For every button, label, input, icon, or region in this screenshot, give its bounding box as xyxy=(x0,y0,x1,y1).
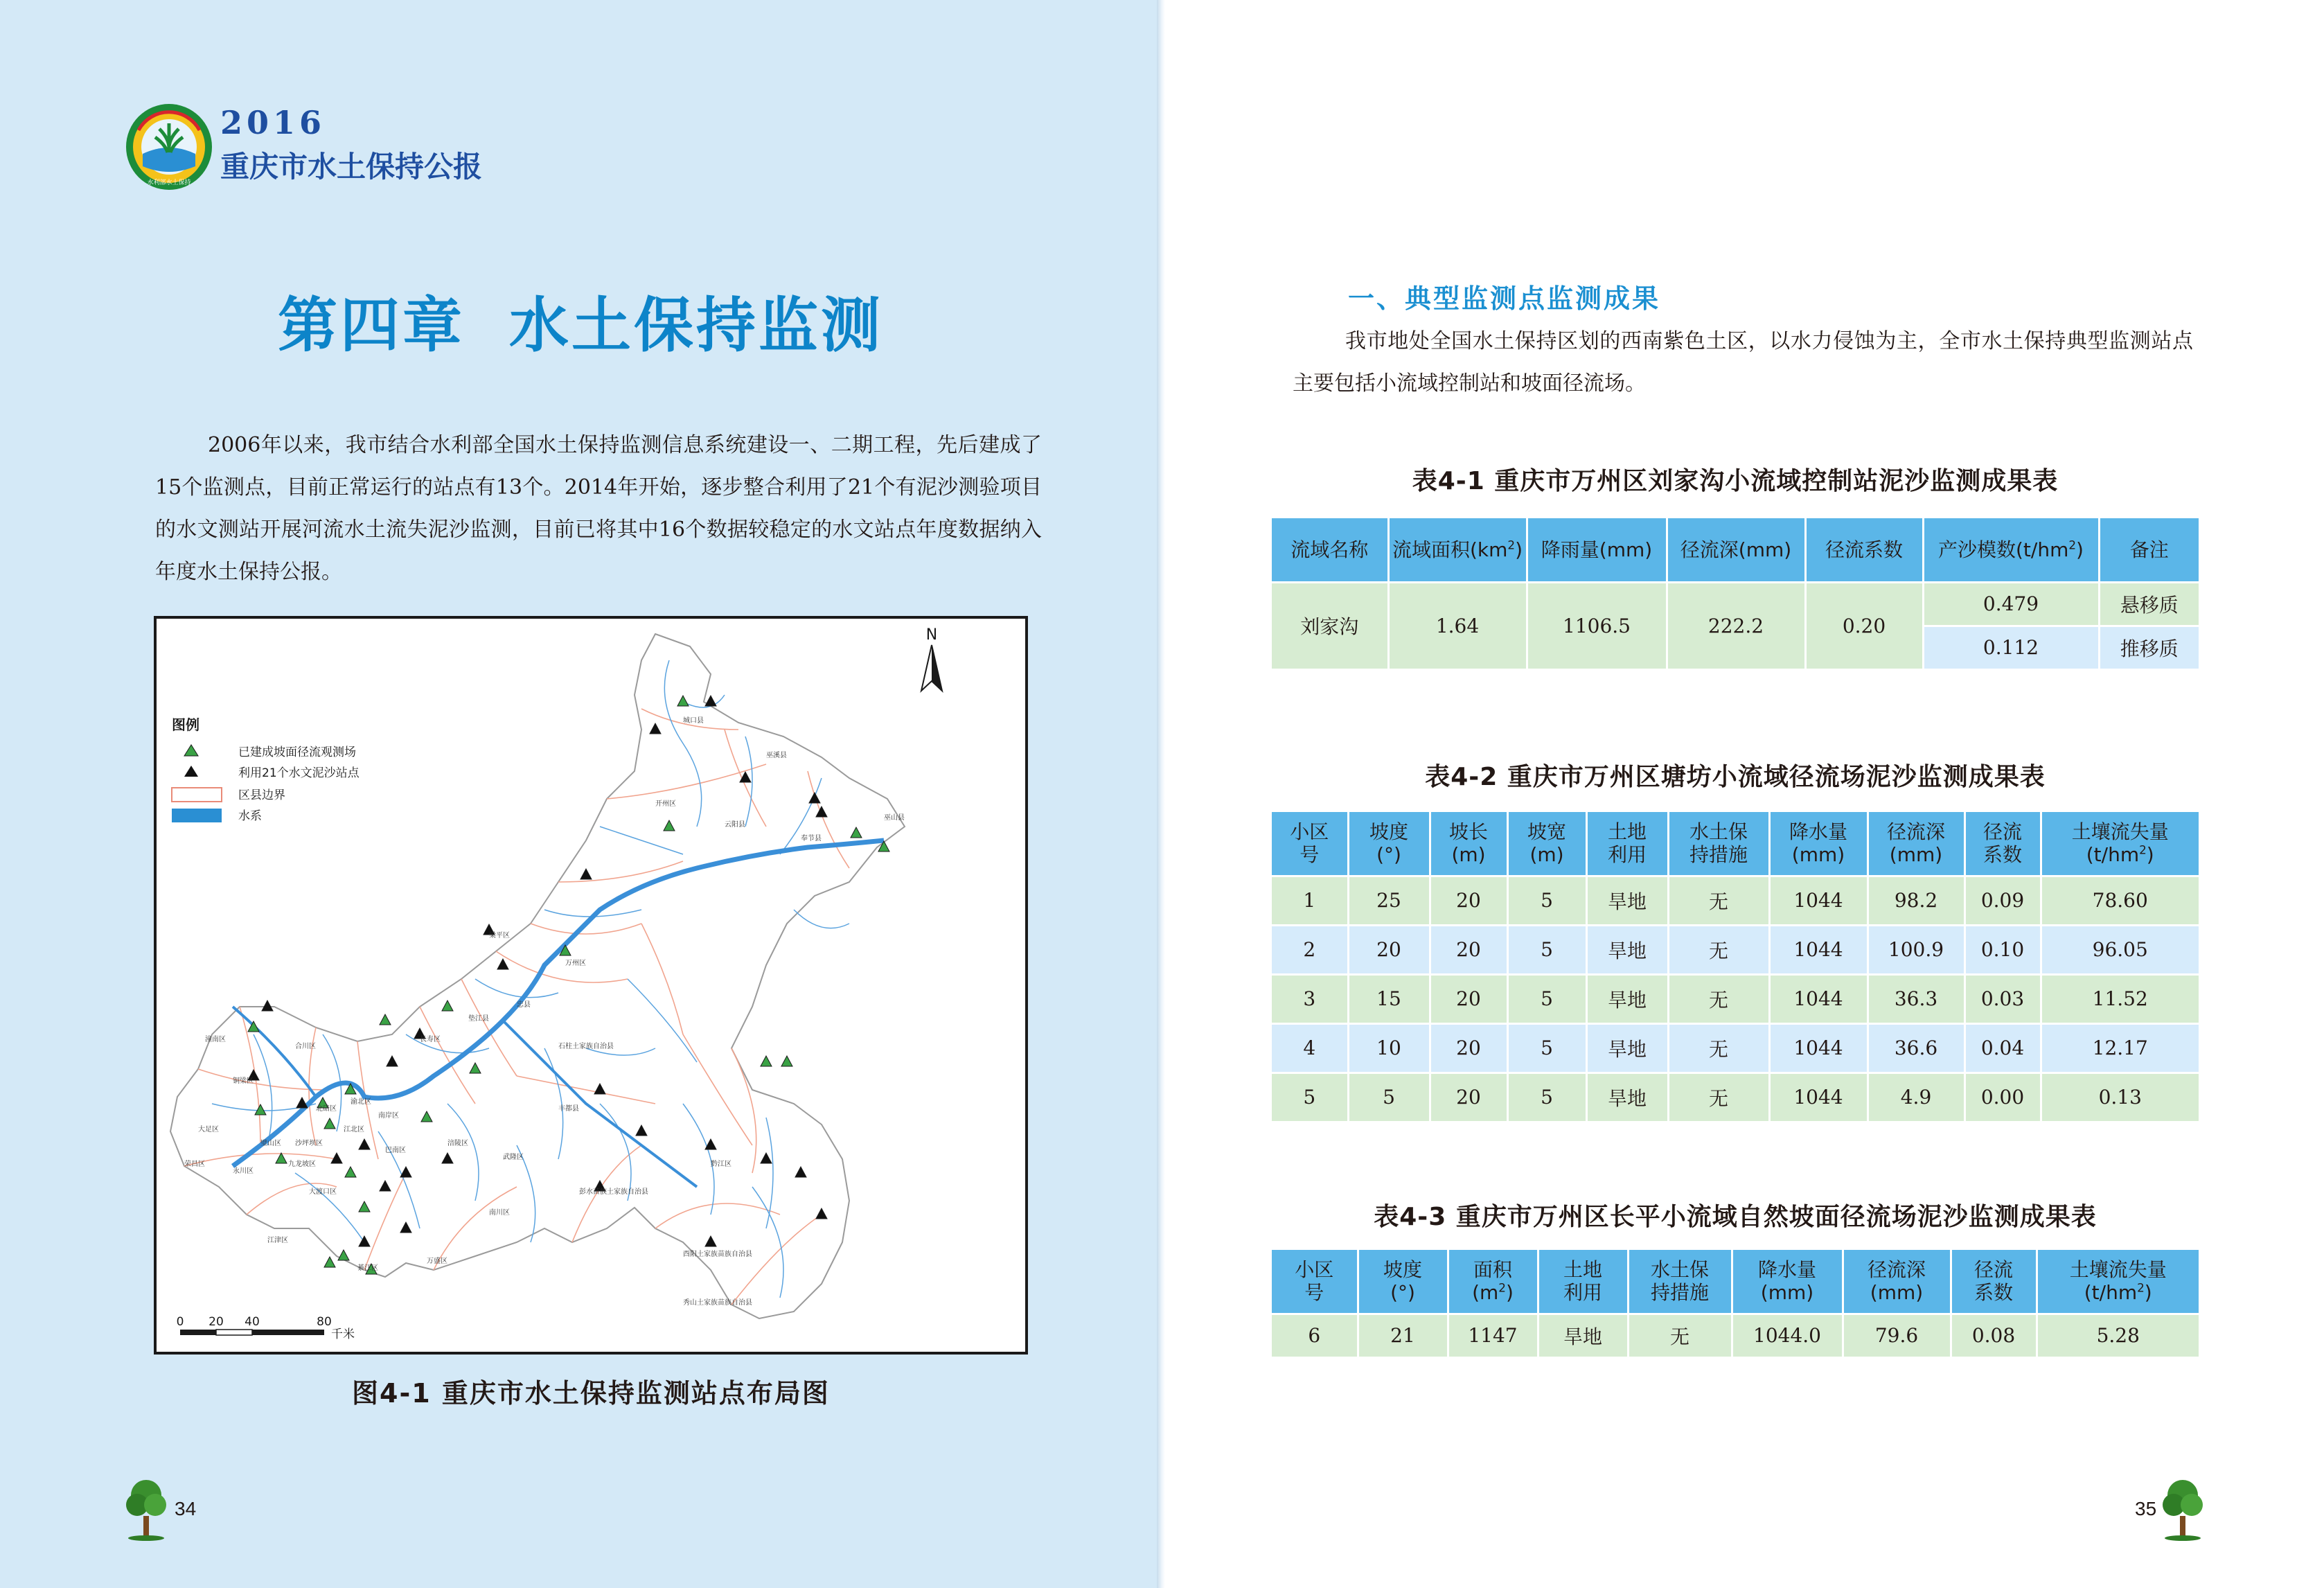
runoff-plot-marker-icon xyxy=(761,1056,772,1066)
place-label: 垫江县 xyxy=(468,1015,489,1023)
legend-title: 图例 xyxy=(172,716,199,733)
cell-conservation-measure: 无 xyxy=(1668,876,1769,925)
chapter-intro-paragraph: 2006年以来，我市结合水利部全国水土保持监测信息系统建设一、二期工程，先后建成了15个监测点，目前正常运行的站点有13个。2014年开始，逐步整合利用了21个有泥沙测验项目的水文测站开展河流水土流失泥沙监测，目前已将其中16个数据较稳定的水文站点年度数据纳入年度水土保持公报。 xyxy=(155,433,1042,584)
cell-plot-no: 2 xyxy=(1272,925,1348,974)
book-spine xyxy=(1157,0,1165,1588)
place-label: 梁平区 xyxy=(489,932,510,939)
cell-plot-no: 5 xyxy=(1272,1073,1348,1122)
place-label: 南川区 xyxy=(489,1209,510,1217)
col-runoff-coefficient: 径流 系数 xyxy=(1951,1250,2037,1314)
cell-precipitation: 1044 xyxy=(1769,1023,1868,1073)
place-label: 大足区 xyxy=(198,1126,219,1133)
place-label: 铜梁区 xyxy=(233,1077,254,1085)
table-4-3-title: 表4-3 重庆市万州区长平小流域自然坡面径流场泥沙监测成果表 xyxy=(1374,1203,2097,1231)
cell-runoff-depth: 36.6 xyxy=(1868,1023,1964,1073)
cell-slope-length: 20 xyxy=(1430,876,1507,925)
place-label: 石柱土家族自治县 xyxy=(558,1043,614,1050)
cell-conservation-measure: 无 xyxy=(1668,1023,1769,1073)
col-slope: 坡度 (°) xyxy=(1358,1250,1448,1314)
cell-soil-loss: 11.52 xyxy=(2041,974,2199,1023)
place-label: 奉节县 xyxy=(801,835,822,842)
cell-suspended-yield: 0.479 xyxy=(1923,582,2099,626)
north-arrow-icon xyxy=(921,626,942,691)
cell-plot-no: 6 xyxy=(1272,1314,1358,1357)
cell-runoff-coefficient: 0.09 xyxy=(1964,876,2041,925)
cell-slope: 5 xyxy=(1348,1073,1430,1122)
col-plot-no: 小区 号 xyxy=(1272,1250,1358,1314)
place-label: 合川区 xyxy=(295,1043,316,1050)
chapter-name: 水土保持监测 xyxy=(509,290,883,360)
header-title: 重庆市水土保持公报 xyxy=(220,150,483,184)
north-label: N xyxy=(925,626,938,644)
place-label: 九龙坡区 xyxy=(288,1161,316,1168)
scale-tick-40: 40 xyxy=(245,1315,260,1329)
cell-slope: 20 xyxy=(1348,925,1430,974)
place-label: 綦江区 xyxy=(357,1264,378,1272)
cell-runoff-depth: 79.6 xyxy=(1843,1314,1951,1357)
cell-precipitation: 1044.0 xyxy=(1732,1314,1843,1357)
cell-plot-no: 1 xyxy=(1272,876,1348,925)
cell-slope-width: 5 xyxy=(1507,925,1586,974)
table-row xyxy=(1272,1023,2199,1073)
page-number-right: 35 xyxy=(2135,1498,2157,1519)
cell-conservation-measure: 无 xyxy=(1668,1073,1769,1122)
col-slope-length: 坡长 (m) xyxy=(1430,812,1507,876)
table-4-1-title: 表4-1 重庆市万州区刘家沟小流域控制站泥沙监测成果表 xyxy=(1412,467,2059,495)
place-label: 丰都县 xyxy=(558,1105,579,1113)
col-runoff-depth: 径流深 (mm) xyxy=(1868,812,1964,876)
place-label: 璧山区 xyxy=(260,1140,281,1147)
place-label: 长寿区 xyxy=(420,1036,441,1043)
table-header-row xyxy=(1272,518,2199,582)
place-label: 城口县 xyxy=(683,717,704,725)
col-precipitation: 降水量 (mm) xyxy=(1769,812,1868,876)
place-label: 开州区 xyxy=(655,800,676,808)
place-label: 万州区 xyxy=(565,960,586,967)
place-label: 北碚区 xyxy=(316,1105,337,1113)
table-header-row xyxy=(1272,1250,2199,1314)
cell-runoff-coefficient: 0.10 xyxy=(1964,925,2041,974)
place-label: 南岸区 xyxy=(378,1112,399,1120)
section-heading: 一、典型监测点监测成果 xyxy=(1348,283,1661,314)
cell-precipitation: 1044 xyxy=(1769,1073,1868,1122)
table-row xyxy=(1272,876,2199,925)
cell-slope: 21 xyxy=(1358,1314,1448,1357)
map-canvas xyxy=(157,619,1025,1352)
place-label: 秀山土家族苗族自治县 xyxy=(683,1299,752,1307)
place-label: 忠县 xyxy=(517,1001,531,1009)
map-legend xyxy=(172,716,360,823)
cell-runoff-coefficient: 0.00 xyxy=(1964,1073,2041,1122)
scale-tick-0: 0 xyxy=(176,1315,184,1329)
cell-slope-length: 20 xyxy=(1430,1073,1507,1122)
cell-soil-loss: 78.60 xyxy=(2041,876,2199,925)
runoff-plot-marker-icon xyxy=(380,1014,391,1025)
cell-precipitation: 1044 xyxy=(1769,876,1868,925)
col-soil-loss: 土壤流失量 $(t/hm^2)$ xyxy=(2037,1250,2199,1314)
table-header-row xyxy=(1272,812,2199,876)
col-area: 面积 $(m^2)$ xyxy=(1448,1250,1538,1314)
cell-slope-length: 20 xyxy=(1430,974,1507,1023)
col-rainfall: 降雨量(mm) xyxy=(1527,518,1667,582)
place-label: 云阳县 xyxy=(725,821,745,829)
col-slope-width: 坡宽 (m) xyxy=(1507,812,1586,876)
table-4-1 xyxy=(1272,518,2199,671)
table-row xyxy=(1272,1073,2199,1122)
cell-plot-no: 4 xyxy=(1272,1023,1348,1073)
place-label: 彭水苗族土家族自治县 xyxy=(579,1188,648,1196)
col-basin-name: 流域名称 xyxy=(1272,518,1388,582)
col-conservation-measure: 水土保 持措施 xyxy=(1628,1250,1732,1314)
cell-conservation-measure: 无 xyxy=(1668,925,1769,974)
cell-rainfall: 1106.5 xyxy=(1527,582,1667,669)
cell-land-use: 旱地 xyxy=(1586,876,1668,925)
logo-text: 水利部水土保持 xyxy=(147,179,191,186)
col-runoff-depth: 径流深 (mm) xyxy=(1843,1250,1951,1314)
cell-land-use: 旱地 xyxy=(1586,1073,1668,1122)
hydro-station-marker-icon xyxy=(262,1000,273,1011)
table-row xyxy=(1272,1314,2199,1357)
cell-land-use: 旱地 xyxy=(1586,974,1668,1023)
cell-slope: 10 xyxy=(1348,1023,1430,1073)
cell-runoff-depth: 100.9 xyxy=(1868,925,1964,974)
place-label: 涪陵区 xyxy=(447,1140,468,1147)
place-label: 巫山县 xyxy=(884,814,905,822)
monitoring-station-map xyxy=(154,616,1028,1355)
place-label: 江津区 xyxy=(267,1237,288,1244)
col-conservation-measure: 水土保 持措施 xyxy=(1668,812,1769,876)
place-label: 大渡口区 xyxy=(309,1188,337,1196)
place-label: 江北区 xyxy=(344,1126,364,1133)
cell-land-use: 旱地 xyxy=(1538,1314,1628,1357)
runoff-plot-marker-icon xyxy=(324,1257,335,1267)
col-land-use: 土地 利用 xyxy=(1538,1250,1628,1314)
place-label: 巴南区 xyxy=(385,1147,406,1154)
cell-slope: 25 xyxy=(1348,876,1430,925)
legend-county-border: 区县边界 xyxy=(238,788,285,802)
header-year: 2016 xyxy=(220,104,326,141)
place-label: 武隆区 xyxy=(503,1154,524,1161)
water-swatch xyxy=(172,809,222,822)
cell-runoff-coefficient: 0.08 xyxy=(1951,1314,2037,1357)
tree-icon xyxy=(2161,1477,2204,1541)
col-runoff-coefficient: 径流 系数 xyxy=(1964,812,2041,876)
place-label: 沙坪坝区 xyxy=(295,1140,323,1147)
place-label: 永川区 xyxy=(233,1167,254,1175)
col-soil-loss: 土壤流失量 $(t/hm^2)$ xyxy=(2041,812,2199,876)
cell-basin-name: 刘家沟 xyxy=(1272,582,1388,669)
cell-slope-length: 20 xyxy=(1430,1023,1507,1073)
place-label: 渝北区 xyxy=(351,1098,371,1106)
section-paragraph: 我市地处全国水土保持区划的西南紫色土区，以水力侵蚀为主，全市水土保持典型监测站点主要包括小流域控制站和坡面径流场。 xyxy=(1293,329,2193,396)
table-4-3 xyxy=(1272,1250,2199,1359)
scale-tick-20: 20 xyxy=(209,1315,224,1329)
cell-slope: 15 xyxy=(1348,974,1430,1023)
cell-basin-area: 1.64 xyxy=(1388,582,1527,669)
cell-plot-no: 3 xyxy=(1272,974,1348,1023)
cell-slope-width: 5 xyxy=(1507,1073,1586,1122)
cell-soil-loss: 12.17 xyxy=(2041,1023,2199,1073)
cell-runoff-coefficient: 0.04 xyxy=(1964,1023,2041,1073)
soil-conservation-logo-icon xyxy=(125,103,213,191)
cell-slope-width: 5 xyxy=(1507,876,1586,925)
place-label: 酉阳土家族苗族自治县 xyxy=(683,1251,752,1258)
legend-water: 水系 xyxy=(238,809,262,823)
table-row xyxy=(1272,974,2199,1023)
scale-unit: 千米 xyxy=(331,1327,355,1341)
cell-suspended-note: 悬移质 xyxy=(2099,582,2199,626)
cell-slope-width: 5 xyxy=(1507,974,1586,1023)
county-border-swatch xyxy=(172,788,222,802)
cell-bedload-yield: 0.112 xyxy=(1923,626,2099,669)
col-note: 备注 xyxy=(2099,518,2199,582)
col-plot-no: 小区 号 xyxy=(1272,812,1348,876)
cell-slope-length: 20 xyxy=(1430,925,1507,974)
col-runoff-depth: 径流深(mm) xyxy=(1667,518,1805,582)
col-slope: 坡度 (°) xyxy=(1348,812,1430,876)
legend-runoff-plots: 已建成坡面径流观测场 xyxy=(238,746,356,759)
runoff-plot-marker-icon xyxy=(781,1056,792,1066)
col-basin-area: 流域面积$(km^2)$ xyxy=(1388,518,1527,582)
place-label: 荣昌区 xyxy=(184,1161,205,1168)
col-sediment-yield: 产沙模数$(t/hm^2)$ xyxy=(1923,518,2099,582)
cell-area: 1147 xyxy=(1448,1314,1538,1357)
cell-conservation-measure: 无 xyxy=(1668,974,1769,1023)
cell-soil-loss: 96.05 xyxy=(2041,925,2199,974)
chapter-number: 第四章 xyxy=(278,290,465,360)
table-4-2-title: 表4-2 重庆市万州区塘坊小流域径流场泥沙监测成果表 xyxy=(1425,763,2046,791)
cell-runoff-coefficient: 0.03 xyxy=(1964,974,2041,1023)
table-row xyxy=(1272,582,2199,626)
cell-precipitation: 1044 xyxy=(1769,974,1868,1023)
place-label: 潼南区 xyxy=(205,1036,226,1043)
scale-bar xyxy=(177,1315,355,1341)
place-label: 黔江区 xyxy=(711,1161,731,1168)
cell-runoff-depth: 4.9 xyxy=(1868,1073,1964,1122)
chapter-title xyxy=(0,277,1161,363)
cell-runoff-depth: 222.2 xyxy=(1667,582,1805,669)
cell-runoff-depth: 98.2 xyxy=(1868,876,1964,925)
scale-tick-80: 80 xyxy=(317,1315,332,1329)
cell-soil-loss: 0.13 xyxy=(2041,1073,2199,1122)
table-row xyxy=(1272,925,2199,974)
place-label: 巫溪县 xyxy=(766,752,787,759)
hydro-station-symbol-icon xyxy=(184,766,198,777)
col-runoff-coefficient: 径流系数 xyxy=(1805,518,1923,582)
page-number-left: 34 xyxy=(175,1498,197,1519)
hydro-station-marker-icon xyxy=(705,696,716,706)
cell-soil-loss: 5.28 xyxy=(2037,1314,2199,1357)
map-caption: 图4-1 重庆市水土保持监测站点布局图 xyxy=(352,1378,830,1409)
legend-hydro-stations: 利用21个水文泥沙站点 xyxy=(238,766,360,780)
cell-bedload-note: 推移质 xyxy=(2099,626,2199,669)
runoff-plot-symbol-icon xyxy=(184,745,198,756)
cell-runoff-coefficient: 0.20 xyxy=(1805,582,1923,669)
place-label: 万盛区 xyxy=(427,1258,447,1265)
table-4-2 xyxy=(1272,812,2199,1123)
col-land-use: 土地 利用 xyxy=(1586,812,1668,876)
col-precipitation: 降水量 (mm) xyxy=(1732,1250,1843,1314)
cell-land-use: 旱地 xyxy=(1586,1023,1668,1073)
cell-runoff-depth: 36.3 xyxy=(1868,974,1964,1023)
cell-land-use: 旱地 xyxy=(1586,925,1668,974)
cell-slope-width: 5 xyxy=(1507,1023,1586,1073)
cell-conservation-measure: 无 xyxy=(1628,1314,1732,1357)
tree-icon xyxy=(125,1477,168,1541)
cell-precipitation: 1044 xyxy=(1769,925,1868,974)
